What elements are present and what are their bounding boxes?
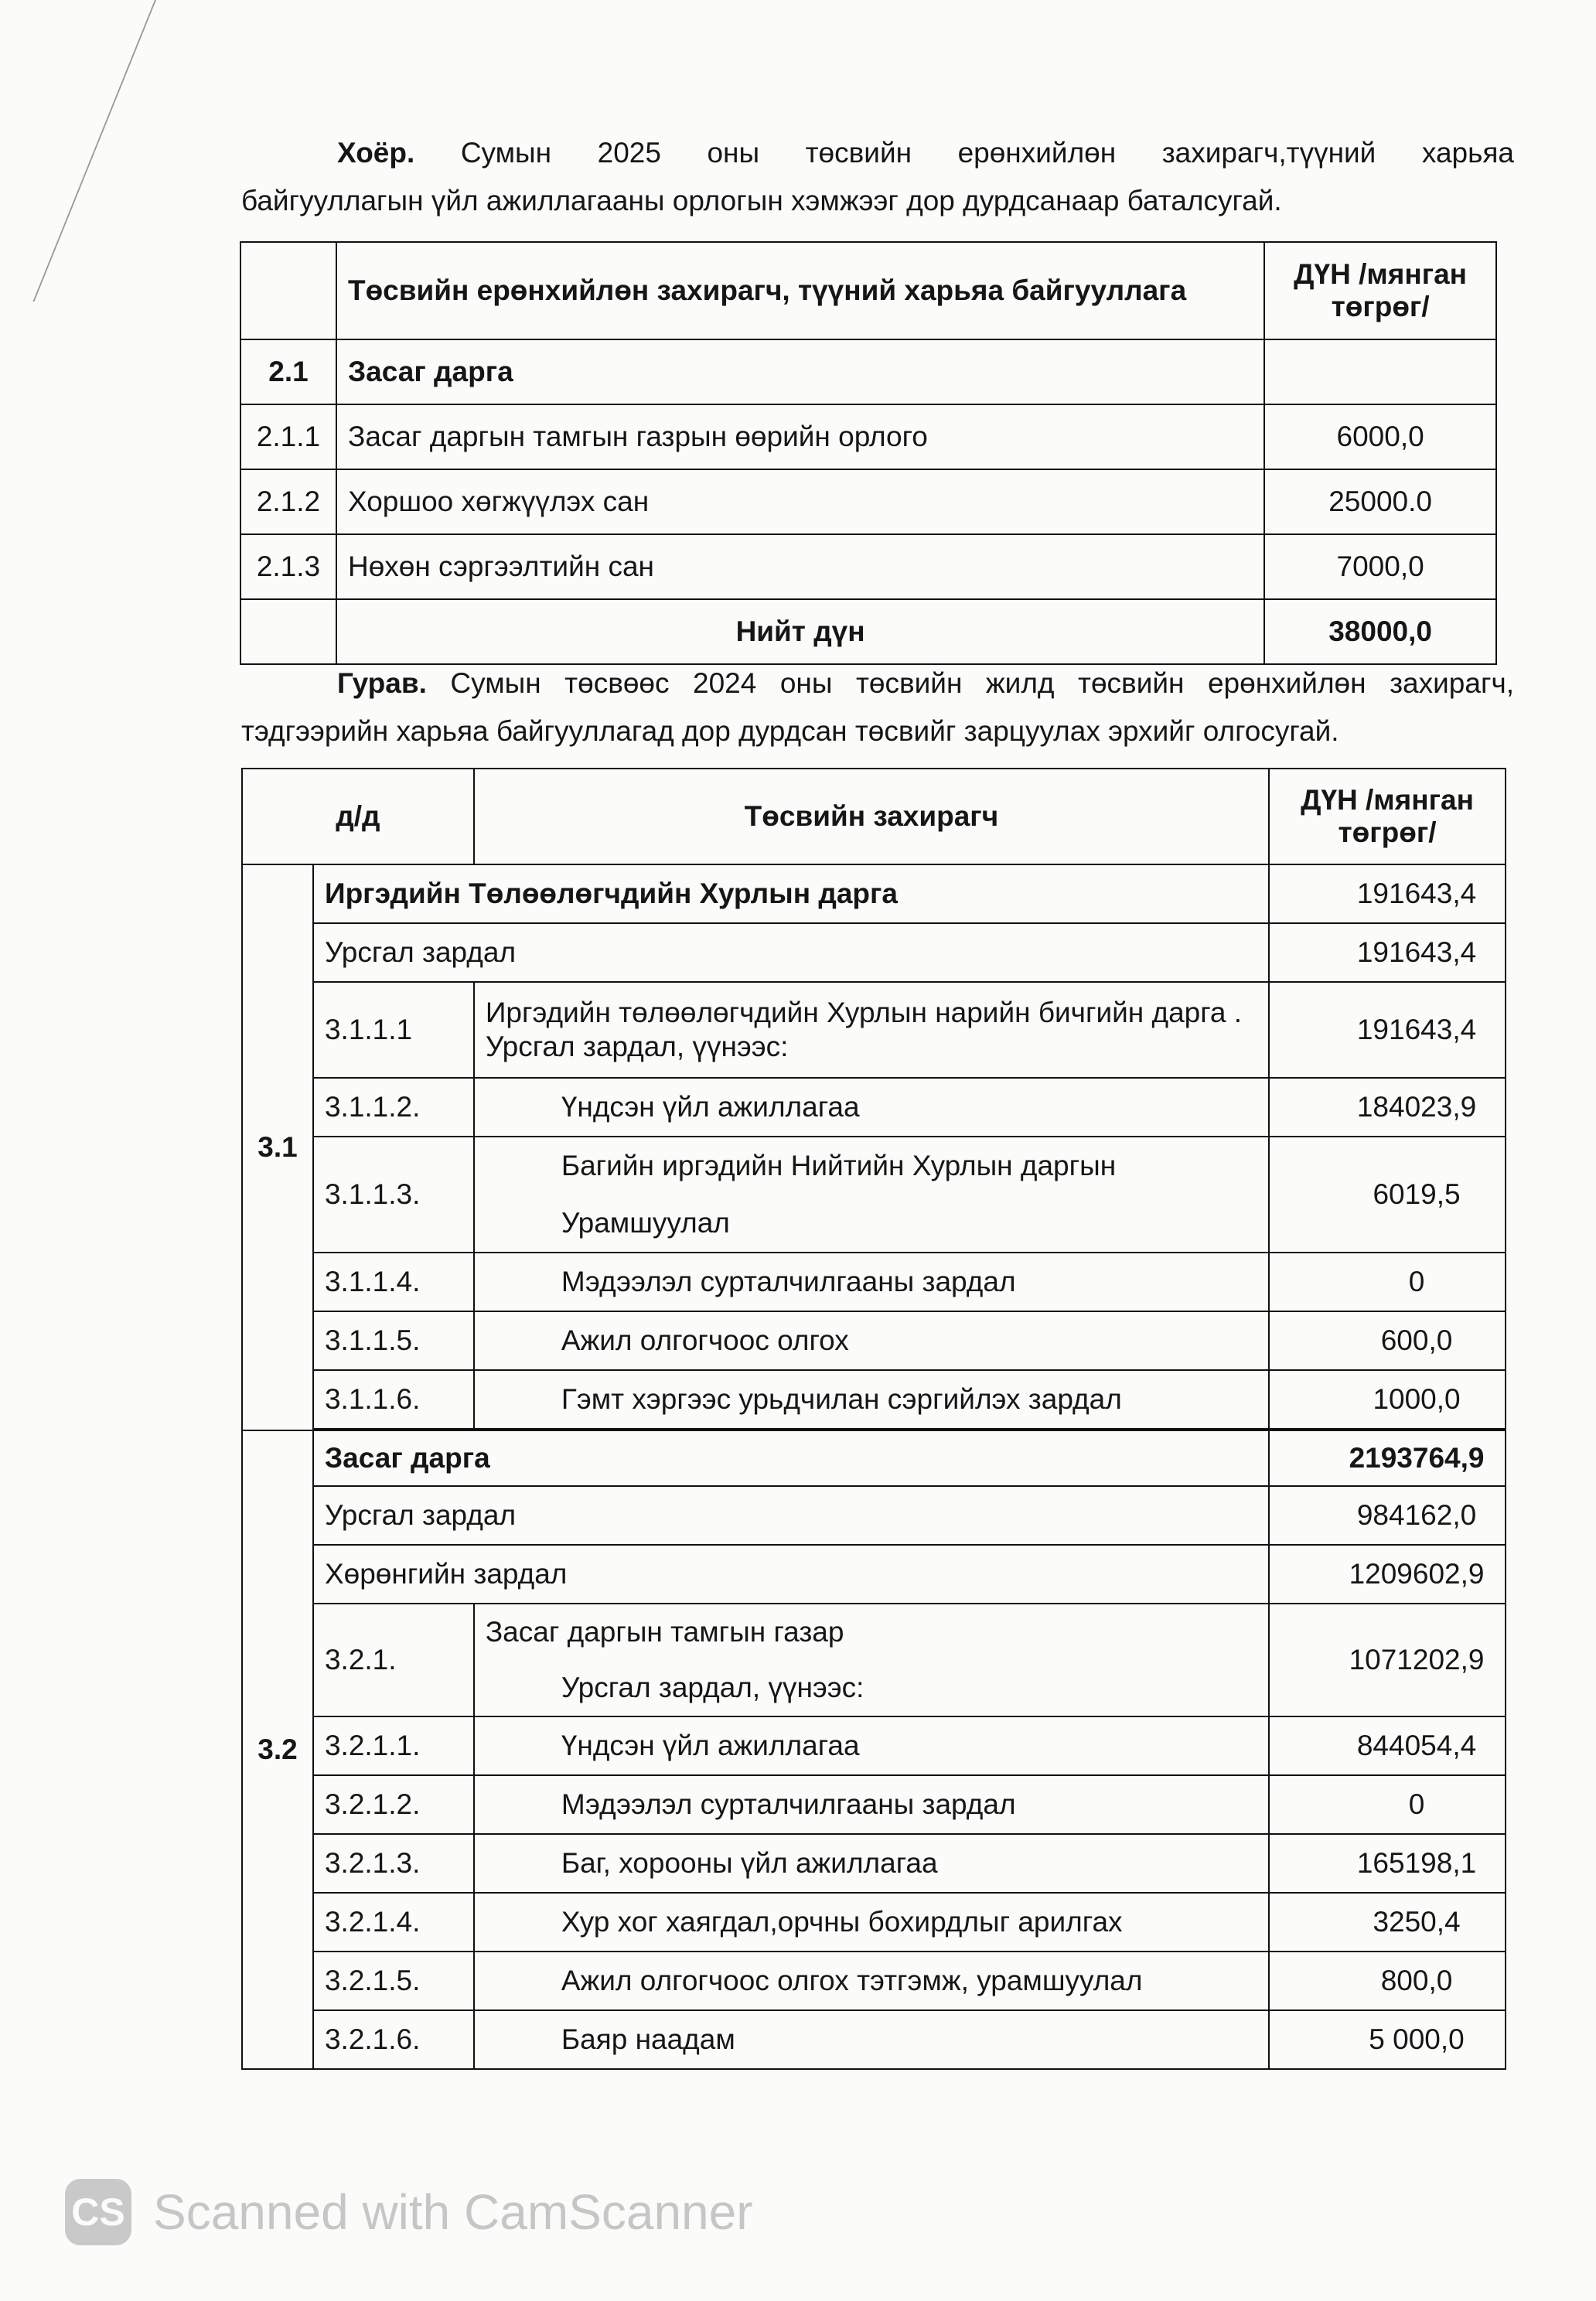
section-three-lead: Гурав. [337, 667, 427, 699]
income-table [240, 241, 1497, 665]
group-amount: 2193764,9 [1269, 1430, 1506, 1486]
row-amount: 184023,9 [1269, 1078, 1506, 1137]
row-number: 3.2.1.5. [313, 1952, 474, 2010]
row-amount: 1071202,9 [1269, 1604, 1506, 1716]
row-name: Багийн иргэдийн Нийтийн Хурлын даргын Урамшуулал [474, 1137, 1269, 1253]
header-amount-cell: ДҮН /мянган төгрөг/ [1269, 769, 1506, 864]
section-two-lead: Хоёр. [337, 137, 415, 169]
capital-expense-label: Хөрөнгийн зардал [313, 1545, 1269, 1604]
current-expense-row [242, 1486, 1506, 1545]
row-amount: 25000.0 [1264, 469, 1496, 534]
group-title: Иргэдийн Төлөөлөгчдийн Хурлын дарга [313, 864, 1269, 923]
table-row [240, 469, 1496, 534]
row-name: Мэдээлэл сурталчилгааны зардал [474, 1253, 1269, 1311]
header-name-cell: Төсвийн захирагч [474, 769, 1269, 864]
section-three-line1: Сумын төсвөөс 2024 оны төсвийн жилд төсвийн ерөнхийлөн захирагч, [450, 667, 1514, 699]
row-amount: 0 [1269, 1253, 1506, 1311]
row-number: 3.2.1.6. [313, 2010, 474, 2069]
group-title-row [242, 1430, 1506, 1486]
row-number: 3.2.1.3. [313, 1834, 474, 1893]
section-two-line1: Сумын 2025 оны төсвийн ерөнхийлөн захирагч,түүний харьяа [460, 137, 1515, 169]
current-expense-label: Урсгал зардал [313, 923, 1269, 982]
total-label: Нийт дүн [336, 599, 1264, 664]
row-amount: 3250,4 [1269, 1893, 1506, 1952]
table-row [242, 982, 1506, 1078]
row-amount: 6000,0 [1264, 404, 1496, 469]
row-name: Засаг даргын тамгын газрын өөрийн орлого [336, 404, 1264, 469]
row-amount: 6019,5 [1269, 1137, 1506, 1253]
table-row [242, 1716, 1506, 1775]
row-amount: 844054,4 [1269, 1716, 1506, 1775]
section-three-paragraph [241, 660, 1514, 755]
table-section-row [240, 339, 1496, 404]
table-row [242, 1311, 1506, 1370]
row-name: Мэдээлэл сурталчилгааны зардал [474, 1775, 1269, 1834]
office-subtitle: Урсгал зардал, үүнээс: [561, 1672, 864, 1703]
header-number-cell: д/д [242, 769, 474, 864]
page-fold-shadow [0, 0, 156, 302]
row-name: Баяр наадам [474, 2010, 1269, 2069]
row-number: 2.1.3 [240, 534, 336, 599]
table-total-row [240, 599, 1496, 664]
table-row [242, 1078, 1506, 1137]
table-row [242, 1370, 1506, 1429]
camscanner-watermark [65, 2179, 753, 2245]
header-amount-cell: ДҮН /мянган төгрөг/ [1264, 242, 1496, 339]
row-number: 3.1.1.1 [313, 982, 474, 1078]
group-amount: 191643,4 [1269, 864, 1506, 923]
capital-expense-row [242, 1545, 1506, 1604]
table-header-row [240, 242, 1496, 339]
group-title-row [242, 864, 1506, 923]
row-amount: 1000,0 [1269, 1370, 1506, 1429]
table-header-row [242, 769, 1506, 864]
row-name: Хур хог хаягдал,орчны бохирдлыг арилгах [474, 1893, 1269, 1952]
row-amount: 5 000,0 [1269, 2010, 1506, 2069]
row-amount: 191643,4 [1269, 982, 1506, 1078]
row-number: 2.1.1 [240, 404, 336, 469]
row-number: 3.2.1.1. [313, 1716, 474, 1775]
row-number: 3.2.1.4. [313, 1893, 474, 1952]
table-row [242, 1834, 1506, 1893]
row-name: Ажил олгогчоос олгох тэтгэмж, урамшуулал [474, 1952, 1269, 2010]
office-row [242, 1604, 1506, 1716]
table-row [242, 2010, 1506, 2069]
row-amount: 7000,0 [1264, 534, 1496, 599]
row-amount: 165198,1 [1269, 1834, 1506, 1893]
header-number-cell [240, 242, 336, 339]
table-row [240, 534, 1496, 599]
section-two-line2: байгууллагын үйл ажиллагааны орлогын хэмжээг дор дурдсанаар баталсугай. [241, 185, 1282, 216]
total-amount: 38000,0 [1264, 599, 1496, 664]
row-name: Засаг дарга [336, 339, 1264, 404]
row-name: Ажил олгогчоос олгох [474, 1311, 1269, 1370]
table-row [240, 404, 1496, 469]
capital-expense-amount: 1209602,9 [1269, 1545, 1506, 1604]
section-two-paragraph [241, 129, 1515, 225]
row-number: 3.2.1.2. [313, 1775, 474, 1834]
current-expense-label: Урсгал зардал [313, 1486, 1269, 1545]
row-number: 3.1.1.3. [313, 1137, 474, 1253]
header-name-cell: Төсвийн ерөнхийлөн захирагч, түүний харьяа байгууллага [336, 242, 1264, 339]
table-row [242, 1253, 1506, 1311]
row-amount: 600,0 [1269, 1311, 1506, 1370]
current-expense-row [242, 923, 1506, 982]
row-name: Үндсэн үйл ажиллагаа [474, 1078, 1269, 1137]
table-row [242, 1952, 1506, 2010]
group-number: 3.2 [242, 1430, 313, 2069]
row-name: Нөхөн сэргээлтийн сан [336, 534, 1264, 599]
row-name: Баг, хорооны үйл ажиллагаа [474, 1834, 1269, 1893]
row-name: Хоршоо хөгжүүлэх сан [336, 469, 1264, 534]
row-number: 3.2.1. [313, 1604, 474, 1716]
row-number: 3.1.1.6. [313, 1370, 474, 1429]
current-expense-amount: 191643,4 [1269, 923, 1506, 982]
row-number: 2.1.2 [240, 469, 336, 534]
table-row [242, 1893, 1506, 1952]
row-amount: 0 [1269, 1775, 1506, 1834]
section-three-line2: тэдгээрийн харьяа байгууллагад дор дурдсан төсвийг зарцуулах эрхийг олгосугай. [241, 715, 1339, 747]
camscanner-logo-icon: CS [65, 2179, 131, 2245]
row-name: Үндсэн үйл ажиллагаа [474, 1716, 1269, 1775]
table-row [242, 1137, 1506, 1253]
row-number: 3.1.1.2. [313, 1078, 474, 1137]
camscanner-text: Scanned with CamScanner [153, 2184, 753, 2240]
table-row [242, 1775, 1506, 1834]
group-number: 3.1 [242, 864, 313, 1430]
group-title: Засаг дарга [313, 1430, 1269, 1486]
row-number: 3.1.1.5. [313, 1311, 474, 1370]
row-amount: 800,0 [1269, 1952, 1506, 2010]
row-name: Иргэдийн төлөөлөгчдийн Хурлын нарийн бичгийн дарга . Урсгал зардал, үүнээс: [474, 982, 1269, 1078]
row-number: 3.1.1.4. [313, 1253, 474, 1311]
office-name: Засаг даргын тамгын газар [485, 1616, 844, 1648]
budget-table [241, 768, 1506, 2070]
row-number: 2.1 [240, 339, 336, 404]
current-expense-amount: 984162,0 [1269, 1486, 1506, 1545]
row-name: Гэмт хэргээс урьдчилан сэргийлэх зардал [474, 1370, 1269, 1429]
